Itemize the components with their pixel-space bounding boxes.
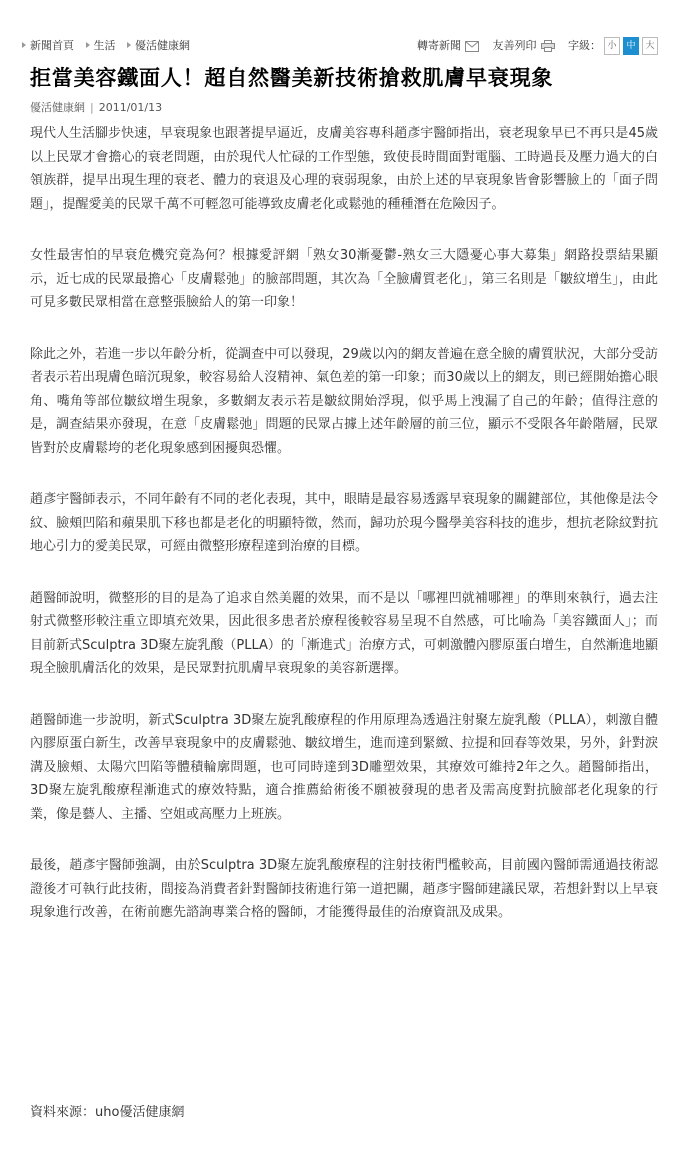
article-paragraph: 除此之外，若進一步以年齡分析，從調查中可以發現，29歲以內的網友普遍在意全臉的膚質狀況，大部分受訪者表示若出現膚色暗沉現象，較容易給人沒精神、氣色差的第一印象；而30歲以上的網友，則已經開始擔心眼角、嘴角等部位皺紋增生現象，多數網友表示若是皺紋開始浮現，似乎馬上洩漏了自己的年齡；值得注意的是，調查結果亦發現，在意「皮膚鬆弛」問題的民眾占據上述年齡層的前三位，顯示不受限各年齡階層，民眾皆對於皮膚鬆垮的老化現象感到困擾與恐懼。	[30, 346, 658, 456]
source-link[interactable]: uho優活健康網	[95, 1105, 185, 1120]
print-button[interactable]	[493, 36, 555, 59]
source-label: 資料來源：	[30, 1105, 96, 1120]
font-size-small-button[interactable]: 小	[604, 37, 620, 55]
article-paragraph: 趙醫師進一步說明，新式Sculptra 3D聚左旋乳酸療程的作用原理為透過注射聚左旋乳酸（PLLA），刺激自體內膠原蛋白新生，改善早衰現象中的皮膚鬆弛、皺紋增生，進而達到緊緻、拉提和回春等效果，另外，針對淚溝及臉頰、太陽穴凹陷等體積輪廓問題，也可同時達到3D雕塑效果，其療效可維持2年之久。趙醫師指出，3D聚左旋乳酸療程漸進式的療效特點，適合推薦給術後不願被發現的患者及需高度對抗臉部老化現象的行業，像是藝人、主播、空姐或高壓力上班族。	[30, 712, 658, 822]
article-date: 2011/01/13	[98, 101, 163, 114]
article-source-line	[30, 1101, 184, 1125]
article-paragraph: 現代人生活腳步快速，早衰現象也跟著提早逼近，皮膚美容專科趙彥宇醫師指出，衰老現象早已不再只是45歲以上民眾才會擔心的衰老問題，由於現代人忙碌的工作型態，致使長時間面對電腦、工時過長及壓力過大的白領族群，提早出現生理的衰老、體力的衰退及心理的衰弱現象，由於上述的早衰現象皆會影響臉上的「面子問題」，提醒愛美的民眾千萬不可輕忽可能導致皮膚老化或鬆弛的種種潛在危險因子。	[30, 126, 658, 212]
article-paragraph: 趙醫師說明，微整形的目的是為了追求自然美麗的效果，而不是以「哪裡凹就補哪裡」的準則來執行，過去注射式微整形較注重立即填充效果，因此很多患者於療程後較容易呈現不自然感，可比喻為「美容鐵面人」；而目前新式Sculptra 3D聚左旋乳酸（PLLA）的「漸進式」治療方式，可刺激體內膠原蛋白增生，自然漸進地顯現全臉肌膚活化的效果，是民眾對抗肌膚早衰現象的美容新選擇。	[30, 590, 658, 676]
envelope-icon	[465, 39, 479, 59]
font-size-control	[568, 36, 658, 56]
breadcrumb-life[interactable]: 生活	[93, 39, 116, 52]
article-paragraph: 女性最害怕的早衰危機究竟為何？根據愛評網「熟女30漸憂鬱-熟女三大隱憂心事大募集」網路投票結果顯示，近七成的民眾最擔心「皮膚鬆弛」的臉部問題，其次為「全臉膚質老化」，第三名則是「皺紋增生」，由此可見多數民眾相當在意整張臉給人的第一印象！	[30, 248, 658, 310]
article-tools	[407, 36, 658, 59]
forward-news-label: 轉寄新聞	[417, 39, 461, 52]
breadcrumb-arrow-icon	[127, 42, 131, 48]
meta-divider: |	[90, 101, 94, 114]
article-paragraph: 最後，趙彥宇醫師強調，由於Sculptra 3D聚左旋乳酸療程的注射技術門檻較高，目前國內醫師需通過技術認證後才可執行此技術，間接為消費者針對醫師技術進行第一道把關，趙彥宇醫師建議民眾，若想針對以上早衰現象進行改善，在術前應先諮詢專業合格的醫師，才能獲得最佳的治療資訊及成果。	[30, 858, 658, 920]
breadcrumb-category[interactable]: 優活健康網	[135, 39, 190, 52]
breadcrumb	[22, 39, 198, 53]
print-label: 友善列印	[492, 39, 537, 52]
top-toolbar	[0, 30, 680, 60]
forward-news-button[interactable]	[417, 36, 479, 59]
breadcrumb-arrow-icon	[86, 42, 90, 48]
article-meta	[30, 101, 162, 115]
printer-icon	[541, 39, 555, 59]
breadcrumb-arrow-icon	[22, 42, 26, 48]
article-paragraph: 趙彥宇醫師表示，不同年齡有不同的老化表現，其中，眼睛是最容易透露早衰現象的關鍵部位，其他像是法令紋、臉頰凹陷和蘋果肌下移也都是老化的明顯特徵，然而，歸功於現今醫學美容科技的進步，想抗老除紋對抗地心引力的愛美民眾，可經由微整形療程達到治療的目標。	[30, 492, 658, 554]
font-size-medium-button[interactable]: 中	[623, 37, 639, 55]
article-body	[30, 122, 658, 953]
font-size-large-button[interactable]: 大	[642, 37, 658, 55]
breadcrumb-news-home[interactable]: 新聞首頁	[30, 39, 74, 52]
article-source-name: 優活健康網	[30, 101, 85, 114]
font-size-label: 字級：	[568, 39, 601, 52]
article-title: 拒當美容鐵面人！超自然醫美新技術搶救肌膚早衰現象	[30, 65, 554, 90]
